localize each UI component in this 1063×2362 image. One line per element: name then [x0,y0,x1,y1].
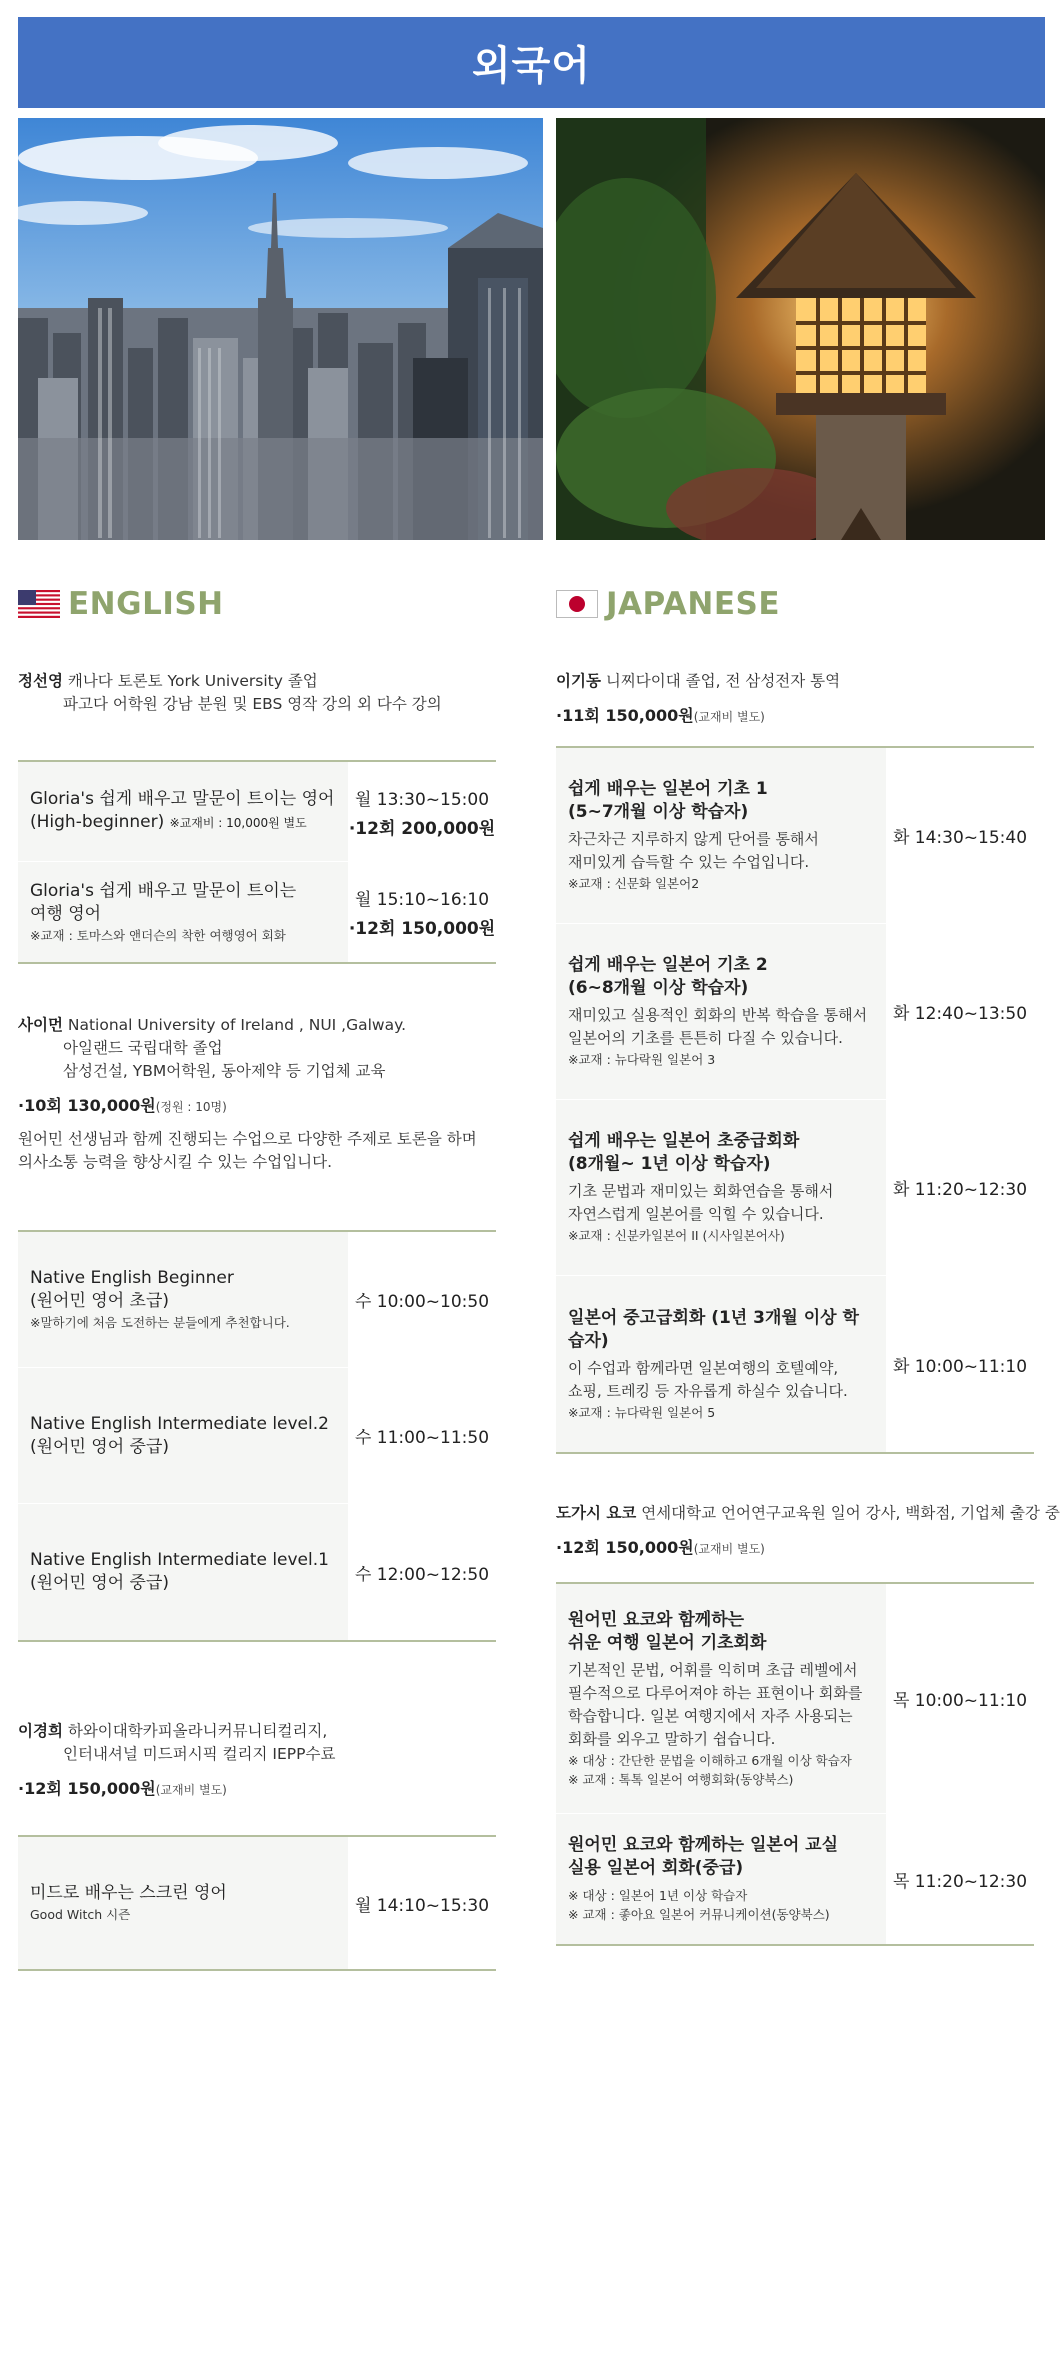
class-note: ※교재 : 토마스와 앤더슨의 착한 여행영어 회화 [30,927,286,943]
price-value: ·12회 150,000원 [18,1779,156,1798]
class-description: 기본적인 문법, 어휘를 익히며 초급 레벨에서 [568,1660,858,1679]
class-title: (5~7개월 이상 학습자) [568,802,749,822]
class-time: 목 11:20~12:30 [892,1871,1028,1892]
class-time: 화 12:40~13:50 [892,1004,1028,1024]
class-note: ※말하기에 처음 도전하는 분들에게 추천합니다. [30,1315,290,1330]
class-title: Native English Intermediate level.2 [30,1413,329,1434]
class-price: ·12회 200,000원 [348,818,496,839]
class-title: (6~8개월 이상 학습자) [568,978,749,998]
table-row[interactable] [18,862,496,962]
class-title: 쉽게 배우는 일본어 기초 2 [568,955,768,975]
teacher-name: 이경희 [18,1722,63,1740]
class-info [18,1232,348,1367]
class-table [18,760,496,964]
class-time: 월 13:30~15:00 [354,789,490,810]
teacher-name: 사이먼 [18,1016,63,1034]
class-info [18,1504,348,1640]
class-note: ※교재 : 신분카일본어 II (시사일본어사) [568,1228,785,1243]
class-description: 차근차근 지루하지 않게 단어를 통해서 [568,830,819,848]
class-price [556,1535,1034,1558]
class-title: 쉽게 배우는 일본어 초중급회화 [568,1131,800,1151]
price-note: (교재비 별도) [155,1783,227,1797]
class-table [18,1835,496,1971]
garden-lantern-image [556,118,1045,540]
class-title: (원어민 영어 초급) [30,1291,170,1311]
class-description: 필수적으로 다루어져야 하는 표현이나 회화를 [568,1683,863,1702]
class-note: ※교재비 : 10,000원 별도 [169,816,307,830]
table-row[interactable] [18,762,496,862]
class-time: 화 14:30~15:40 [892,828,1028,848]
teacher-name: 도가시 요코 [556,1504,637,1522]
table-row[interactable] [556,924,1034,1100]
class-time: 목 10:00~11:10 [892,1691,1028,1711]
japanese-heading [556,580,1034,628]
english-section [18,580,496,1971]
table-row[interactable] [18,1232,496,1368]
teacher-bio: 인터내셔널 미드퍼시픽 컬리지 IEPP수료 [63,1745,336,1763]
class-schedule [348,862,496,962]
teacher-info [18,1014,496,1083]
price-note: (교재비 별도) [693,1542,765,1556]
english-title: ENGLISH [68,586,224,622]
class-table [18,1230,496,1642]
class-time: 월 14:10~15:30 [354,1895,490,1916]
teacher-bio: 니찌다이대 졸업, 전 삼성전자 통역 [605,672,841,690]
page-title: 외국어 [472,43,591,89]
teacher-bio: 하와이대학카피올라니커뮤니티컬리지, [67,1722,328,1740]
class-time: 화 11:20~12:30 [892,1180,1028,1200]
class-price: ·12회 150,000원 [348,919,496,939]
class-info [556,924,886,1099]
class-description: 재미있고 실용적인 회화의 반복 학습을 통해서 [568,1006,868,1024]
class-title: Gloria's 쉽게 배우고 말문이 트이는 [30,880,297,901]
teacher-bio: National University of Ireland , NUI ,Galway. [67,1016,406,1034]
teacher-info [556,1502,1060,1525]
class-title: 원어민 요코와 함께하는 일본어 교실 [568,1835,839,1855]
price-value: ·12회 150,000원 [556,1538,694,1557]
class-note: ※교재 : 뉴다락원 일본어 5 [568,1404,716,1420]
class-description: 기초 문법과 재미있는 회화연습을 통해서 [568,1182,834,1200]
class-note: ※교재 : 신문화 일본어2 [568,876,700,891]
table-row[interactable] [18,1368,496,1504]
teacher-bio: 캐나다 토론토 York University 졸업 [67,672,318,690]
us-flag-icon [18,590,60,618]
class-title: 여행 영어 [30,903,102,924]
class-description: 쇼핑, 트레킹 등 자유롭게 하실수 있습니다. [568,1381,848,1400]
class-title: 쉽게 배우는 일본어 기초 1 [568,779,768,799]
class-table [556,1582,1034,1946]
class-time: 화 10:00~11:10 [892,1356,1028,1377]
class-schedule [348,762,496,861]
japanese-section [556,580,1060,1946]
class-info [556,1814,886,1944]
class-time: 수 12:00~12:50 [354,1564,490,1585]
table-row[interactable] [556,1276,1034,1452]
class-description: 자연스럽게 일본어를 익힐 수 있습니다. [568,1205,824,1223]
price-value: ·11회 150,000원 [556,706,694,725]
teacher-info [18,670,496,716]
table-row[interactable] [556,1814,1034,1944]
class-description: 회화를 외우고 말하기 쉽습니다. [568,1729,776,1748]
class-time: 수 10:00~10:50 [354,1292,490,1312]
class-title: (8개월~ 1년 이상 학습자) [568,1154,771,1174]
class-title: 실용 일본어 회화(중급) [568,1858,744,1878]
class-info [556,1100,886,1275]
class-title: 원어민 요코와 함께하는 [568,1609,745,1630]
class-time: 월 15:10~16:10 [354,890,490,910]
class-subtitle: (High-beginner) [30,812,165,832]
class-info [556,1584,886,1813]
class-info [556,1276,886,1452]
teacher-name: 이기동 [556,672,601,690]
teacher-bio: 삼성건설, YBM어학원, 동아제약 등 기업체 교육 [63,1062,386,1080]
teacher-name: 정선영 [18,672,63,690]
table-row[interactable] [556,748,1034,924]
table-row[interactable] [556,1100,1034,1276]
class-title: (원어민 영어 중급) [30,1436,170,1457]
teacher-info [18,1720,496,1766]
class-title [30,811,336,835]
class-note: ※교재 : 뉴다락원 일본어 3 [568,1052,716,1067]
class-description: 일본어의 기초를 튼튼히 다질 수 있습니다. [568,1029,843,1047]
price-note: (교재비 별도) [693,710,765,724]
class-description [18,1128,496,1174]
page-header [18,17,1045,108]
japanese-title: JAPANESE [606,586,781,622]
class-title: 쉬운 여행 일본어 기초회화 [568,1632,767,1653]
class-title: (원어민 영어 중급) [30,1573,170,1593]
price-note: (정원 : 10명) [155,1100,227,1114]
class-subtitle: Good Witch 시즌 [30,1907,131,1922]
class-note: ※ 대상 : 간단한 문법을 이해하고 6개월 이상 학습자 [568,1752,852,1768]
class-price [18,1776,496,1799]
class-price [556,703,1034,726]
class-description: 재미있게 습득할 수 있는 수업입니다. [568,853,810,871]
class-note: ※ 교재 : 톡톡 일본어 여행회화(동양북스) [568,1771,794,1787]
teacher-bio: 연세대학교 언어연구교육원 일어 강사, 백화점, 기업체 출강 중 [641,1504,1060,1522]
class-time: 수 11:00~11:50 [354,1428,490,1448]
class-info [18,1837,348,1969]
class-price [18,1093,496,1116]
class-info [18,1368,348,1503]
class-title: Native English Intermediate level.1 [30,1550,329,1570]
english-heading [18,580,496,628]
class-description: 학습합니다. 일본 여행지에서 자주 사용되는 [568,1706,853,1725]
japan-flag-icon [556,590,598,618]
price-value: ·10회 130,000원 [18,1096,156,1115]
city-skyline-image [18,118,543,540]
class-table [556,746,1034,1454]
class-info [556,748,886,923]
class-title: Native English Beginner [30,1268,234,1288]
teacher-bio: 아일랜드 국립대학 졸업 [63,1039,223,1057]
class-note: ※ 대상 : 일본어 1년 이상 학습자 [568,1888,748,1903]
description-line: 의사소통 능력을 향상시킬 수 있는 수업입니다. [18,1153,333,1171]
table-row[interactable] [18,1504,496,1640]
class-info [18,762,348,861]
description-line: 원어민 선생님과 함께 진행되는 수업으로 다양한 주제로 토론을 하며 [18,1130,477,1148]
class-note: ※ 교재 : 좋아요 일본어 커뮤니케이션(동양북스) [568,1907,830,1922]
class-info [18,862,348,962]
class-title: 일본어 중고급회화 (1년 3개월 이상 학습자) [568,1307,859,1351]
class-title: Gloria's 쉽게 배우고 말문이 트이는 영어 [30,789,335,809]
class-description: 이 수업과 함께라면 일본여행의 호텔예약, [568,1358,839,1377]
table-row[interactable] [18,1837,496,1969]
teacher-info [556,670,1034,693]
class-title: 미드로 배우는 스크린 영어 [30,1883,227,1903]
table-row[interactable] [556,1584,1034,1814]
teacher-bio: 파고다 어학원 강남 분원 및 EBS 영작 강의 외 다수 강의 [63,695,442,713]
